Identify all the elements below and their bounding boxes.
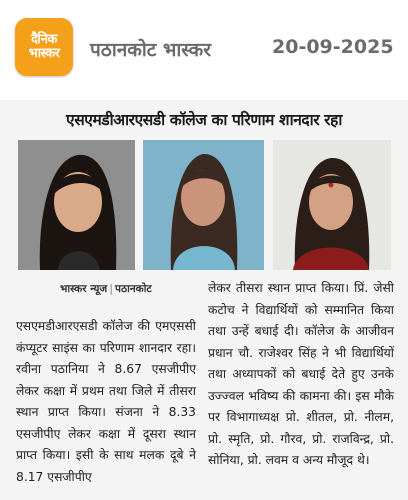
- student-photo-2: [143, 140, 264, 270]
- dainik-bhaskar-logo: [15, 18, 73, 76]
- dateline-city: पठानकोट: [115, 283, 152, 295]
- edition-name: पठानकोट भास्कर: [90, 39, 212, 61]
- logo-line-1: दैनिक: [31, 32, 57, 47]
- edition-date: 20-09-2025: [272, 36, 394, 58]
- logo-line-2: भास्कर: [28, 46, 60, 61]
- article-dateline: भास्कर न्यूज | पठानकोट: [60, 283, 152, 295]
- student-photo-1: [18, 140, 135, 270]
- newspaper-header: [0, 0, 408, 100]
- student-photo-3: [273, 140, 391, 270]
- article-body-left-column: एसएमडीआरएसडी कॉलेज की एमएससी कंप्यूटर साइंस का परिणाम शानदार रहा। रवीना पठानिया ने 8.67 एसजीपीए लेकर कक्षा में प्रथम तथा जिले में तीसरा स्थान प्राप्त किया। संजना ने 8.33 एसजीपीए लेकर कक्षा में दूसरा स्थान प्राप्त किया। इसी के साथ मलक दूबे ने 8.17 एसजीपीए: [16, 319, 196, 484]
- article-body-right-column: लेकर तीसरा स्थान प्राप्त किया। प्रिं. जेसी कटोच ने विद्यार्थियों को सम्मानित किया तथा उन्हें बधाई दी। कॉलेज के आजीवन प्रधान चौ. राजेश्वर सिंह ने भी विद्यार्थियों तथा अध्यापकों को बधाई देते हुए उनके उज्ज्वल भविष्य की कामना की। इस मौके पर विभागाध्यक्ष प्रो. शीतल, प्रो. नीलम, प्रो. स्मृति, प्रो. गौरव, प्रो. राजविन्द्र, प्रो. सोनिया, प्रो. लवम व अन्य मौजूद थे।: [208, 281, 394, 467]
- dateline-source: भास्कर न्यूज: [60, 283, 108, 295]
- article-headline: एसएमडीआरएसडी कॉलेज का परिणाम शानदार रहा: [66, 111, 342, 129]
